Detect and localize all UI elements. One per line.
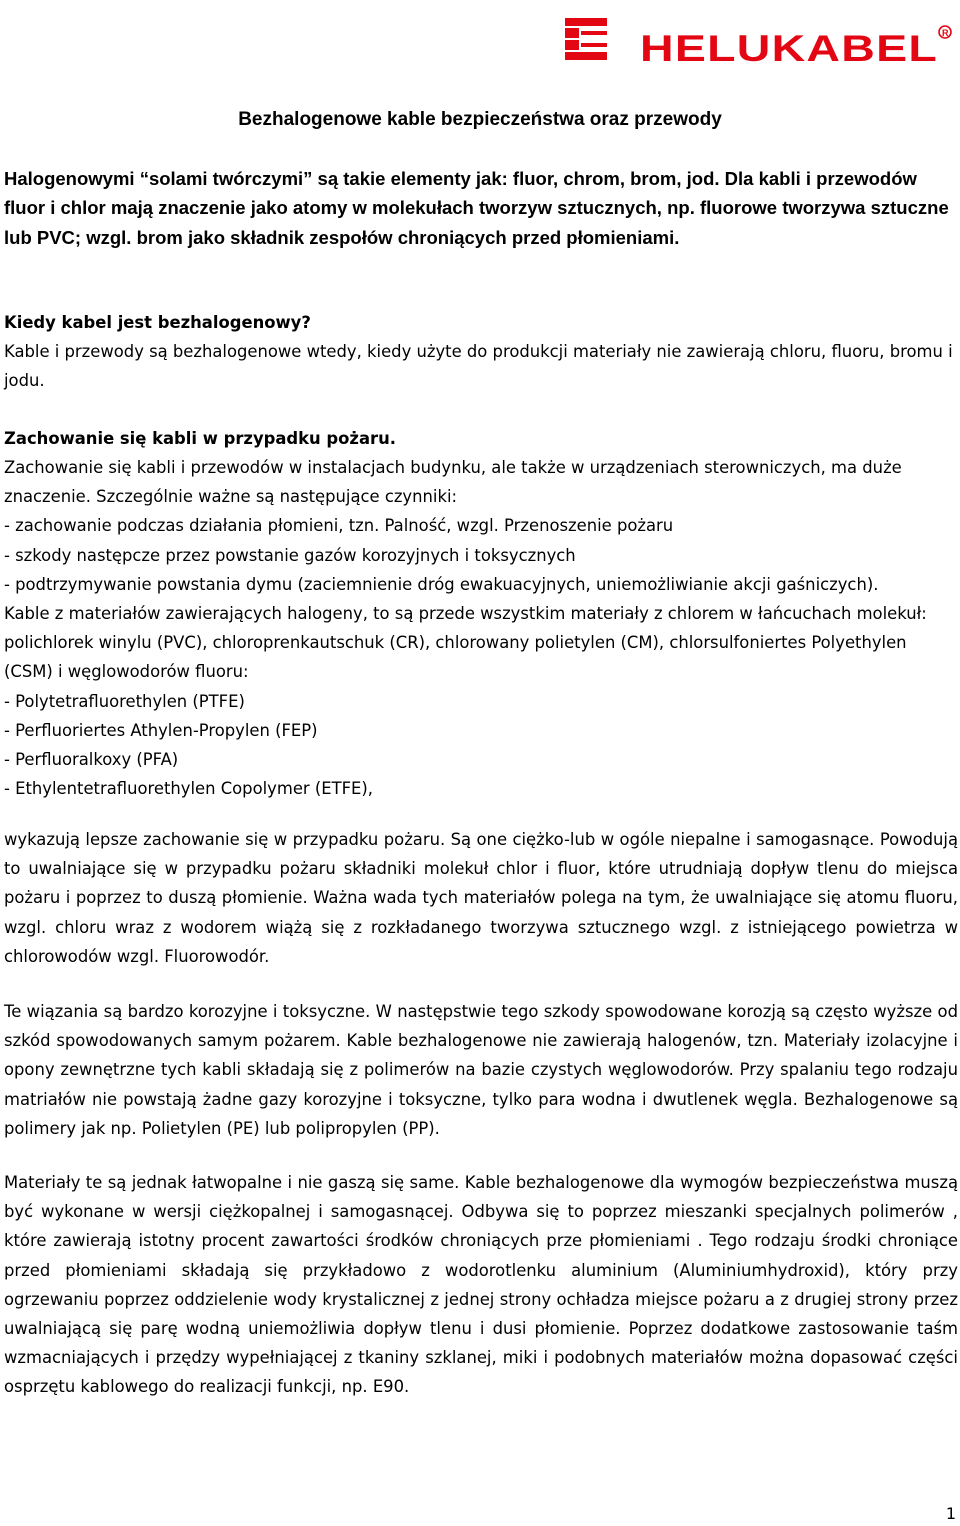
fire-behavior-line: Zachowanie się kabli i przewodów w instalacjach budynku, ale także w urządzeniach sterowniczych, ma duże znaczenie. Szczególnie ważne są następujące czynniki: xyxy=(4,458,902,507)
document-title: Bezhalogenowe kable bezpieczeństwa oraz przewody xyxy=(238,109,722,130)
fire-behavior-line: - szkody następcze przez powstanie gazów korozyjnych i toksycznych xyxy=(4,545,576,565)
fire-behavior-line: - podtrzymywanie powstania dymu (zaciemnienie dróg ewakuacyjnych, uniemożliwianie akcji gaśniczych). xyxy=(4,574,879,594)
helukabel-logo-graphic xyxy=(565,18,955,64)
intro-paragraph: Halogenowymi “solami twórczymi” są takie elementy jak: fluor, chrom, brom, jod. Dla kabli i przewodów fluor i chlor mają znaczenie jako atomy w molekułach tworzyw sztucznych, np. fluorowe tworzywa sztuczne lub PVC; wzgl. brom jako składnik zespołów chroniących przed płomieniami. xyxy=(4,168,949,248)
fire-behavior-line: - Ethylentetrafluorethylen Copolymer (ETFE), xyxy=(4,779,374,799)
fire-behavior-list xyxy=(4,453,958,803)
section-text-halogen-free: Kable i przewody są bezhalogenowe wtedy, kiedy użyte do produkcji materiały nie zawierają chloru, fluoru, bromu i jodu. xyxy=(4,342,953,391)
body-paragraph: Te wiązania są bardzo korozyjne i toksyczne. W następstwie tego szkody spowodowane korozją są często wyższe od szkód spowodowanych samym pożarem. Kable bezhalogenowe nie zawierają halogenów, tzn. Materiały izolacyjne i opony zewnętrzne tych kabli składają się z polimerów na bazie czystych węglowodorów. Przy spalaniu tego rodzaju matriałów nie powstają żadne gazy korozyjne i toksyczne, tylko para wodna i dwutlenek węgla. Bezhalogenowe są polimery jak np. Polietylen (PE) lub polipropylen (PP). xyxy=(4,1002,958,1138)
body-paragraph: wykazują lepsze zachowanie się w przypadku pożaru. Są one ciężko-lub w ogóle niepalne i samogasnące. Powodują to uwalniające się w przypadku pożaru składniki molekuł chlor i fluor, które utrudniają dopływ tlenu do miejsca pożaru i poprzez to duszą płomienie. Ważna wada tych materiałów polega na tym, że uwalniające się atomu fluoru, wzgl. chloru wraz z wodorem wiążą się z rozkładanego tworzywa sztucznego wzgl. z istniejącego powietrza w chlorowodów wzgl. Fluorowodór. xyxy=(4,830,958,966)
helukabel-logo xyxy=(565,18,955,64)
body-paragraph: Materiały te są jednak łatwopalne i nie gaszą się same. Kable bezhalogenowe dla wymogów bezpieczeństwa muszą być wykonane w wersji ciężkopalnej i samogasnącej. Odbywa się to poprzez mieszanki specjalnych polimerów , które zawierają istotny procent zawartości środków chroniących prze płomieniami . Tego rodzaju środki chroniące przed płomieniami składają się przykładowo z wodorotlenku aluminium (Aluminiumhydroxid), który przy ogrzewaniu poprzez oddzielenie wody krystalicznej z jednej strony ochładza miejsce pożaru a z drugiej strony przez uwalniającą się parę wodną uniemożliwia dopływ tlenu i dusi płomienie. Poprzez dodatkowe zastosowanie taśm wzmacniających i przędzy wypełniającej z tkaniny szklanej, miki i podobnych materiałów można dopasować części osprzętu kablowego do realizacji funkcji, np. E90. xyxy=(4,1173,958,1397)
fire-behavior-line: - Perfluoriertes Athylen-Propylen (FEP) xyxy=(4,720,318,740)
svg-text:R: R xyxy=(942,28,949,38)
fire-behavior-line: - zachowanie podczas działania płomieni, tzn. Palność, wzgl. Przenoszenie pożaru xyxy=(4,516,674,536)
fire-behavior-line: - Perfluoralkoxy (PFA) xyxy=(4,750,179,770)
section-heading-halogen-free: Kiedy kabel jest bezhalogenowy? xyxy=(4,313,311,332)
fire-behavior-line: Kable z materiałów zawierających halogeny, to są przede wszystkim materiały z chlorem w łańcuchach molekuł: polichlorek winylu (PVC), chloroprenkautschuk (CR), chlorowany polietylen (CM), chlorsulfoniertes Polyethylen (CSM) i węglowodorów fluoru: xyxy=(4,604,927,682)
logo-wordmark: HELUKABEL xyxy=(640,28,938,64)
fire-behavior-line: - Polytetrafluorethylen (PTFE) xyxy=(4,691,245,711)
page-number: 1 xyxy=(945,1504,956,1523)
section-heading-fire-behavior: Zachowanie się kabli w przypadku pożaru. xyxy=(4,429,396,448)
